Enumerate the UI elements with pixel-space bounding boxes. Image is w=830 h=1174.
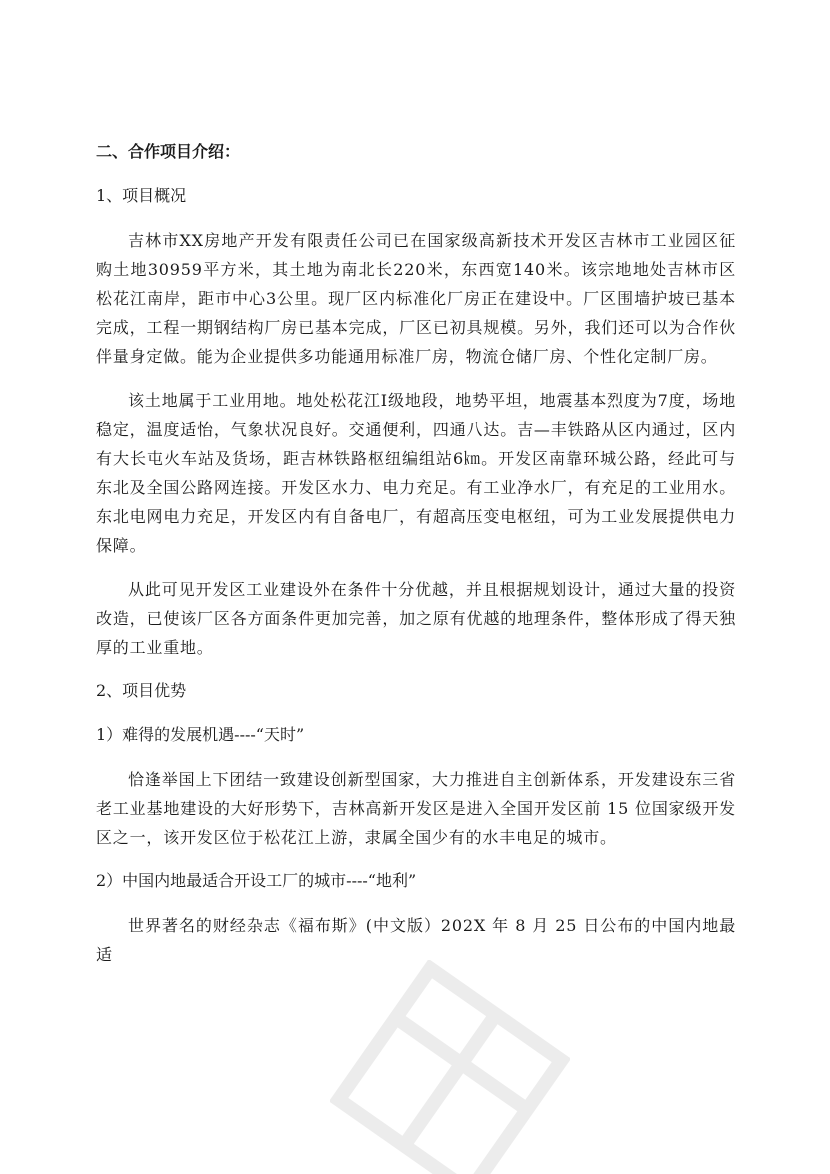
overview-paragraph-3: 从此可见开发区工业建设外在条件十分优越，并且根据规划设计，通过大量的投资改造，已使该厂区各方面条件更加完善，加之原有优越的地理条件，整体形成了得天独厚的工业重地。 [96, 580, 736, 657]
overview-paragraph-1: 吉林市XX房地产开发有限责任公司已在国家级高新技术开发区吉林市工业园区征购土地30959平方米，其土地为南北长220米，东西宽140米。该宗地地处吉林市区松花江南岸，距市中心3公里。现厂区内标准化厂房正在建设中。厂区围墙护坡已基本完成，工程一期钢结构厂房已基本完成，厂区已初具规模。另外，我们还可以为合作伙伴量身定做。能为企业提供多功能通用标准厂房，物流仓储厂房、个性化定制厂房。 [96, 231, 736, 366]
advantage-1-paragraph: 恰逢举国上下团结一致建设创新型国家，大力推进自主创新体系，开发建设东三省老工业基地建设的大好形势下，吉林高新开发区是进入全国开发区前 15 位国家级开发区之一，该开发区位于松花江上游，隶属全国少有的水丰电足的城市。 [96, 770, 736, 847]
advantage-1-heading: 1）难得的发展机遇----“天时” [96, 725, 305, 744]
overview-heading: 1、项目概况 [96, 186, 187, 205]
section-title: 二、合作项目介绍： [96, 142, 241, 161]
advantage-2-paragraph: 世界著名的财经杂志《福布斯》(中文版）202X 年 8 月 25 日公布的中国内地最适 [96, 916, 736, 964]
watermark-logo-icon [330, 960, 570, 1174]
document-body [96, 138, 736, 984]
overview-paragraph-2: 该土地属于工业用地。地处松花江Ⅰ级地段，地势平坦，地震基本烈度为7度，场地稳定，温度适怡，气象状况良好。交通便利，四通八达。吉—丰铁路从区内通过，区内有大长屯火车站及货场，距吉林铁路枢纽编组站6㎞。开发区南靠环城公路，经此可与东北及全国公路网连接。开发区水力、电力充足。有工业净水厂，有充足的工业用水。东北电网电力充足，开发区内有自备电厂，有超高压变电枢纽，可为工业发展提供电力保障。 [96, 391, 736, 555]
advantage-2-heading: 2）中国内地最适合开设工厂的城市----“地利” [96, 871, 417, 890]
advantages-heading: 2、项目优势 [96, 681, 187, 700]
